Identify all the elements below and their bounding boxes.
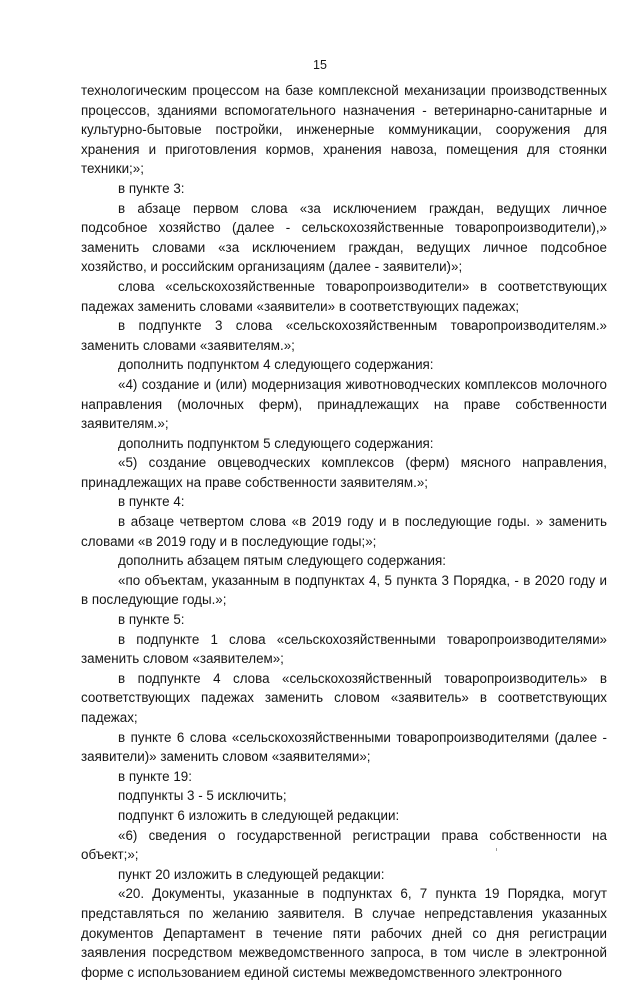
scan-mark	[496, 848, 497, 851]
paragraph: в подпункте 4 слова «сельскохозяйственный товаропроизводитель» в соответствующих падежах заменить словом «заявитель» в соответствующих падежах;	[81, 670, 607, 725]
paragraph: пункт 20 изложить в следующей редакции:	[118, 866, 385, 882]
paragraph: подпункты 3 - 5 исключить;	[118, 788, 287, 804]
paragraph: слова «сельскохозяйственные товаропроизводители» в соответствующих падежах заменить словами «заявители» в соответствующих падежах;	[81, 278, 607, 314]
document-body	[81, 81, 607, 982]
paragraph: «4) создание и (или) модернизация животноводческих комплексов молочного направления (молочных ферм), принадлежащих на праве собственности заявителям.»;	[81, 376, 607, 432]
paragraph: в пункте 3:	[118, 180, 185, 196]
paragraph: «20. Документы, указанные в подпунктах 6, 7 пункта 19 Порядка, могут представляться по желанию заявителя. В случае непредставления указанных документов Департамент в течение пяти рабочих дней со дня регистрации заявления посредством межведомственного запроса, в том числе в электронной форме с использованием единой системы межведомственного электронного	[81, 886, 607, 980]
paragraph: в пункте 5:	[118, 612, 185, 628]
paragraph: в подпункте 1 слова «сельскохозяйственными товаропроизводителями» заменить словом «заявителем»;	[81, 631, 607, 667]
paragraph: «6) сведения о государственной регистрации права собственности на объект;»;	[81, 827, 607, 863]
paragraph: в абзаце первом слова «за исключением граждан, ведущих личное подсобное хозяйство (далее - сельскохозяйственные товаропроизводители),» заменить словами «за исключением граждан, ведущих личное подсобное хозяйство, и российским организациям (далее - заявители)»;	[81, 200, 607, 275]
paragraph: в пункте 6 слова «сельскохозяйственными товаропроизводителями (далее - заявители)» заменить словом «заявителями»;	[81, 729, 607, 765]
paragraph: подпункт 6 изложить в следующей редакции:	[118, 807, 400, 823]
paragraph: дополнить подпунктом 5 следующего содержания:	[118, 435, 434, 451]
paragraph: в пункте 4:	[118, 494, 185, 510]
page-number: 15	[313, 58, 327, 72]
paragraph: дополнить подпунктом 4 следующего содержания:	[118, 357, 434, 373]
paragraph: «5) создание овцеводческих комплексов (ферм) мясного направления, принадлежащих на праве собственности заявителям.»;	[81, 455, 607, 490]
paragraph: технологическим процессом на базе комплексной механизации производственных процессов, зданиями вспомогательного назначения - ветеринарно-санитарные и культурно-бытовые постройки, инженерные коммуникации, сооружения для хранения и приготовления кормов, хранения навоза, помещения для стоянки техники;»;	[81, 83, 607, 177]
paragraph: в абзаце четвертом слова «в 2019 году и в последующие годы. » заменить словами «в 2019 году и в последующие годы;»;	[81, 514, 607, 549]
paragraph: дополнить абзацем пятым следующего содержания:	[118, 553, 446, 569]
paragraph: «по объектам, указанным в подпунктах 4, 5 пункта 3 Порядка, - в 2020 году и в последующие годы.»;	[81, 572, 607, 608]
paragraph: в пункте 19:	[118, 768, 192, 784]
paragraph: в подпункте 3 слова «сельскохозяйственным товаропроизводителям.» заменить словами «заявителям.»;	[81, 318, 607, 353]
